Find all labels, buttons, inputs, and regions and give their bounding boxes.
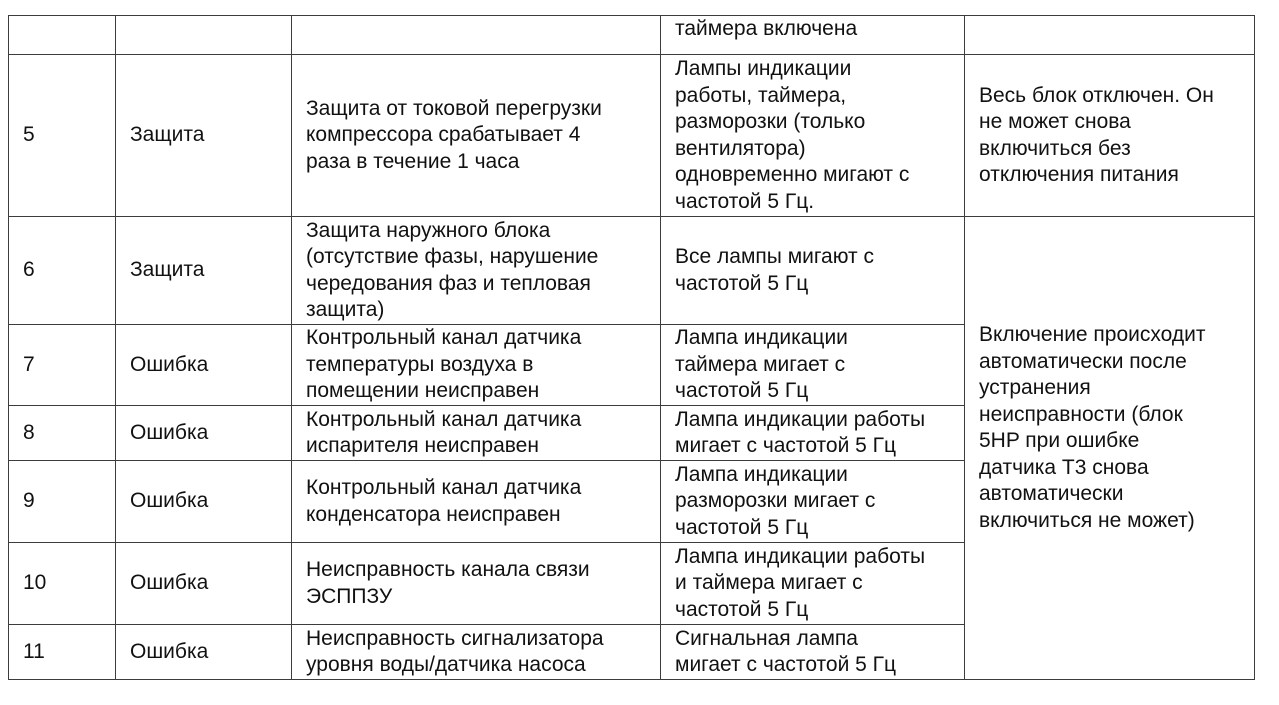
action-cell bbox=[965, 16, 1255, 55]
description-cell: Защита от токовой перегрузки компрессора срабатывает 4 раза в течение 1 часа bbox=[292, 55, 661, 217]
type-cell: Защита bbox=[116, 217, 292, 325]
error-codes-table bbox=[8, 15, 1255, 680]
type-cell: Ошибка bbox=[116, 406, 292, 461]
code-number-cell: 8 bbox=[9, 406, 116, 461]
code-number-cell: 11 bbox=[9, 625, 116, 680]
description-cell: Контрольный канал датчика испарителя неисправен bbox=[292, 406, 661, 461]
code-number-cell: 5 bbox=[9, 55, 116, 217]
type-cell: Защита bbox=[116, 55, 292, 217]
indication-cell: Лампы индикации работы, таймера, разморозки (только вентилятора) одновременно мигают с частотой 5 Гц. bbox=[661, 55, 965, 217]
description-cell: Контрольный канал датчика конденсатора неисправен bbox=[292, 461, 661, 543]
type-cell: Ошибка bbox=[116, 625, 292, 680]
indication-cell: Сигнальная лампа мигает с частотой 5 Гц bbox=[661, 625, 965, 680]
description-cell: Неисправность канала связи ЭСППЗУ bbox=[292, 543, 661, 625]
type-cell: Ошибка bbox=[116, 461, 292, 543]
indication-cell: Лампа индикации таймера мигает с частотой 5 Гц bbox=[661, 325, 965, 406]
description-cell: Защита наружного блока (отсутствие фазы, нарушение чередования фаз и тепловая защита) bbox=[292, 217, 661, 325]
action-cell-merged: Включение происходит автоматически после устранения неисправности (блок 5HP при ошибке датчика T3 снова автоматически включиться не может) bbox=[965, 217, 1255, 680]
code-number-cell: 6 bbox=[9, 217, 116, 325]
table-row bbox=[9, 55, 1255, 217]
type-cell: Ошибка bbox=[116, 543, 292, 625]
table-row bbox=[9, 16, 1255, 55]
code-number-cell bbox=[9, 16, 116, 55]
indication-cell: Лампа индикации работы мигает с частотой 5 Гц bbox=[661, 406, 965, 461]
code-number-cell: 10 bbox=[9, 543, 116, 625]
type-cell bbox=[116, 16, 292, 55]
code-number-cell: 7 bbox=[9, 325, 116, 406]
action-cell: Весь блок отключен. Он не может снова включиться без отключения питания bbox=[965, 55, 1255, 217]
type-cell: Ошибка bbox=[116, 325, 292, 406]
indication-cell: Все лампы мигают с частотой 5 Гц bbox=[661, 217, 965, 325]
description-cell: Неисправность сигнализатора уровня воды/датчика насоса bbox=[292, 625, 661, 680]
table-row bbox=[9, 217, 1255, 325]
description-cell bbox=[292, 16, 661, 55]
indication-cell: Лампа индикации работы и таймера мигает с частотой 5 Гц bbox=[661, 543, 965, 625]
description-cell: Контрольный канал датчика температуры воздуха в помещении неисправен bbox=[292, 325, 661, 406]
indication-cell: Лампа индикации разморозки мигает с частотой 5 Гц bbox=[661, 461, 965, 543]
code-number-cell: 9 bbox=[9, 461, 116, 543]
indication-cell: таймера включена bbox=[661, 16, 965, 55]
